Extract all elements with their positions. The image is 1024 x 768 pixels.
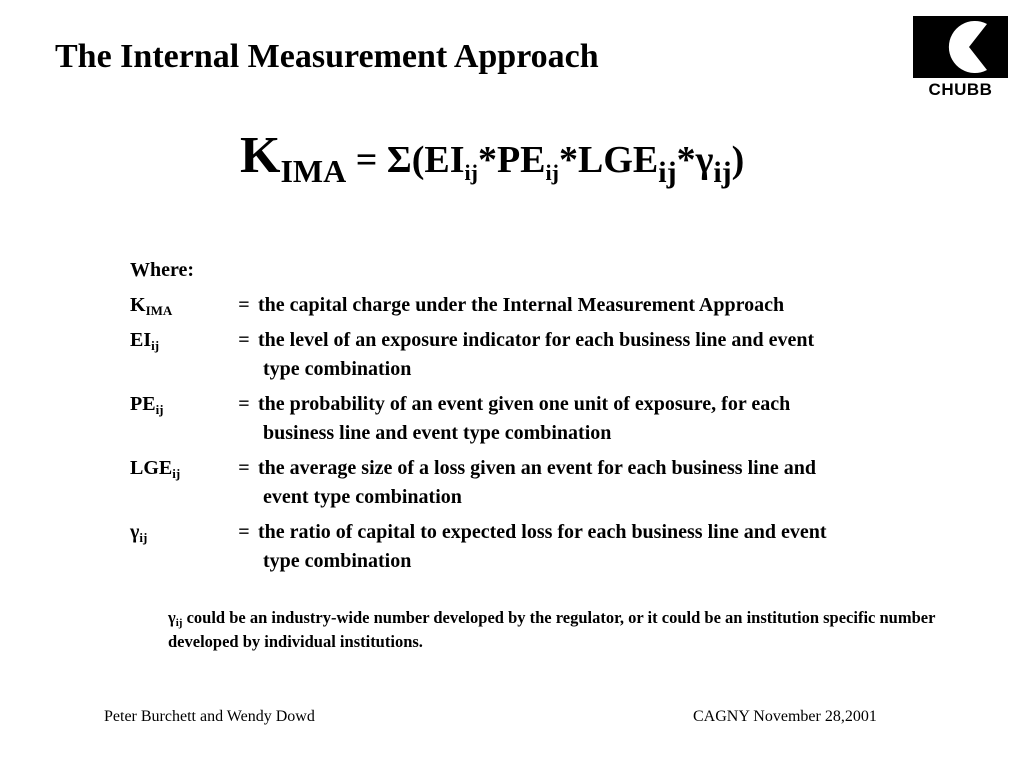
chubb-logo: [913, 16, 1008, 100]
definition-term: $EI_{ij}$: [130, 329, 160, 353]
formula-sigma-ei: = Σ(EI: [346, 139, 465, 181]
definition-row: [130, 390, 960, 448]
where-label: Where:: [130, 259, 195, 281]
definition-text: the average size of a loss given an event for each business line and event type combination: [258, 457, 816, 508]
definition-row: [130, 454, 960, 512]
definition-text: the ratio of capital to expected loss for each business line and event type combination: [258, 521, 827, 572]
footer-authors: Peter Burchett and Wendy Dowd: [104, 708, 315, 725]
formula-sub-4: ij: [713, 156, 732, 189]
definition-equals: =: [238, 294, 250, 316]
formula-close: ): [731, 139, 745, 181]
gamma-note: $\gamma_{ij}$ could be an industry-wide number developed by the regulator, or it could be an institution specific number developed by individual institutions.: [168, 608, 936, 651]
slide-title: The Internal Measurement Approach: [55, 38, 599, 75]
definition-equals: =: [238, 329, 250, 351]
definitions: [130, 256, 960, 582]
definition-row: [130, 291, 960, 320]
definition-term: $PE_{ij}$: [130, 393, 164, 417]
ima-formula: [240, 127, 745, 189]
definition-term: $\gamma_{ij}$: [130, 521, 148, 545]
chubb-logo-icon: [913, 16, 1008, 78]
definition-row: [130, 326, 960, 384]
formula-gamma: *γ: [676, 139, 714, 181]
formula-lge: *LGE: [558, 139, 659, 181]
formula-k: K: [240, 127, 281, 184]
formula-pe: *PE: [477, 139, 546, 181]
definition-text: the probability of an event given one unit of exposure, for each business line and event type combination: [258, 393, 791, 444]
definition-equals: =: [238, 393, 250, 415]
formula-sub-2: ij: [545, 160, 559, 185]
formula-sub-1: ij: [464, 160, 478, 185]
definition-equals: =: [238, 457, 250, 479]
definition-term: $K_{IMA}$: [130, 294, 173, 318]
formula-sub-3: ij: [658, 156, 677, 189]
formula-k-sub: IMA: [280, 153, 347, 189]
footer-event-date: CAGNY November 28,2001: [693, 708, 877, 725]
definition-equals: =: [238, 521, 250, 543]
logo-wordmark: CHUBB: [928, 80, 993, 99]
definition-text: the level of an exposure indicator for each business line and event type combination: [258, 329, 815, 380]
definition-text: the capital charge under the Internal Measurement Approach: [258, 294, 785, 316]
definition-row: [130, 518, 960, 576]
definition-term: $LGE_{ij}$: [130, 457, 181, 481]
